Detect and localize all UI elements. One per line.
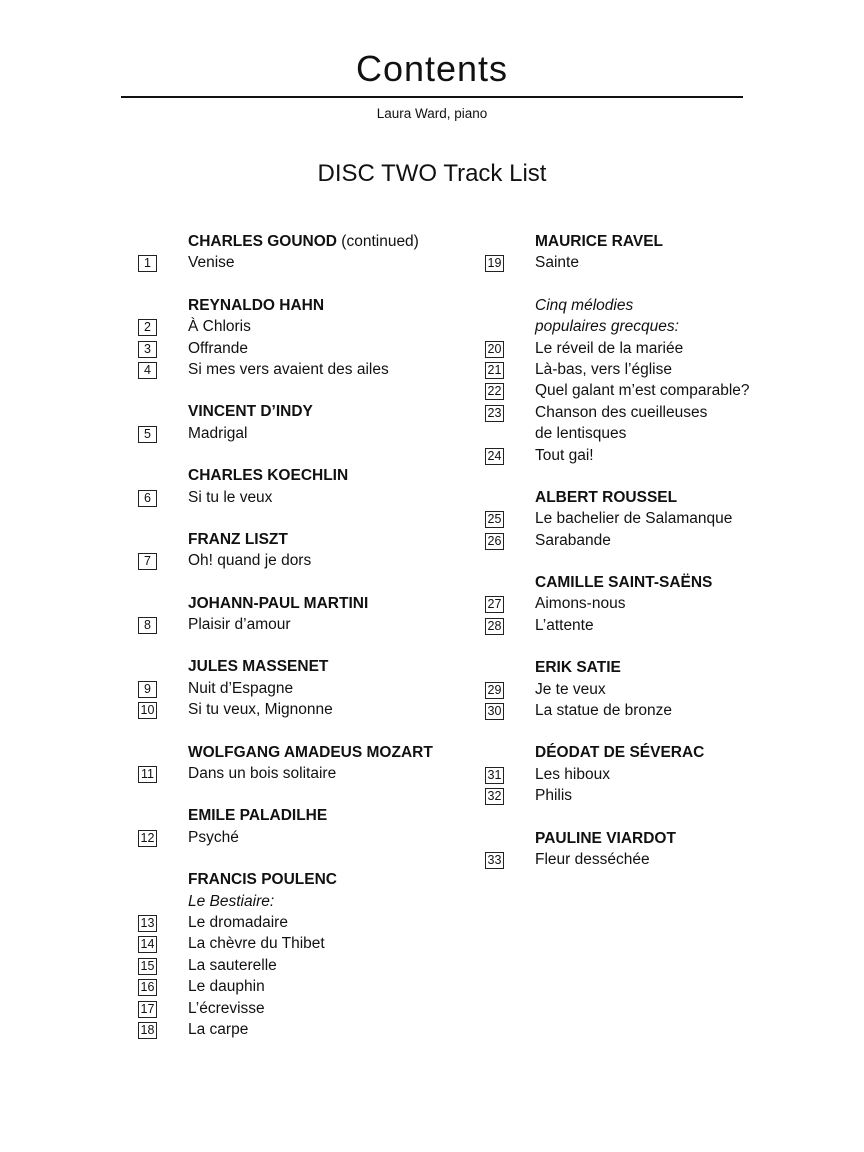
track-row [485,402,815,423]
composer-name: CHARLES KOECHLIN [188,467,349,485]
track-number-box: 20 [485,341,504,358]
track-title: Aimons-nous [535,595,626,613]
composer-group [138,465,468,508]
track-row [138,252,468,273]
track-row [485,593,815,614]
track-title: Plaisir d’amour [188,616,291,634]
track-number-box: 25 [485,511,504,528]
track-row [485,530,815,551]
track-row [138,487,468,508]
track-title: Sainte [535,254,579,272]
page-title: Contents [355,48,509,89]
track-row [485,764,815,785]
composer-heading [138,529,468,550]
composer-heading [138,593,468,614]
composer-group [485,487,815,551]
track-title: Madrigal [188,424,248,442]
composer-group [485,657,815,721]
composer-name: JOHANN-PAUL MARTINI [188,594,369,612]
track-number-box: 22 [485,383,504,400]
composer-group [138,529,468,572]
track-title: Quel galant m’est comparable? [535,382,750,400]
track-row [138,614,468,635]
performer-credit: Laura Ward, piano [376,106,488,121]
track-row [138,423,468,444]
track-number-box: 8 [138,617,157,634]
composer-group [138,401,468,444]
track-row [485,700,815,721]
track-title: Le réveil de la mariée [535,339,684,357]
track-title: Dans un bois solitaire [188,765,337,783]
track-title: Là-bas, vers l’église [535,360,672,378]
track-number-box: 17 [138,1001,157,1018]
track-number-box: 3 [138,341,157,358]
composer-name: FRANCIS POULENC [188,871,337,889]
track-row [485,615,815,636]
track-title: Sarabande [535,531,611,549]
track-number-box: 12 [138,830,157,847]
track-number-box: 23 [485,405,504,422]
composer-name: REYNALDO HAHN [188,296,325,314]
track-row [485,849,815,870]
track-number-box: 7 [138,553,157,570]
track-row [138,763,468,784]
track-number-box: 30 [485,703,504,720]
composer-name: DÉODAT DE SÉVERAC [535,744,705,762]
track-row [138,678,468,699]
composer-group [138,805,468,848]
track-title: Si tu veux, Mignonne [188,701,333,719]
track-row [485,359,815,380]
track-number-box: 4 [138,362,157,379]
track-title: Psyché [188,828,239,846]
track-title: Tout gai! [535,446,594,464]
track-number-box: 32 [485,788,504,805]
composer-heading [138,295,468,316]
composer-heading [138,656,468,677]
composer-name: PAULINE VIARDOT [535,829,676,847]
composer-name: VINCENT D’INDY [188,403,313,421]
tracklist-heading: DISC TWO Track List [317,160,547,187]
track-number-box: 1 [138,255,157,272]
track-number-box: 15 [138,958,157,975]
track-number-box: 16 [138,979,157,996]
track-number-box: 14 [138,936,157,953]
track-number-box: 2 [138,319,157,336]
composer-heading [138,805,468,826]
track-number-box: 29 [485,682,504,699]
track-title: Fleur desséchée [535,850,650,868]
composer-heading [485,828,815,849]
track-title: Le bachelier de Salamanque [535,510,733,528]
track-number-box: 26 [485,533,504,550]
track-number-box: 18 [138,1022,157,1039]
composer-group [485,295,815,466]
composer-group [138,656,468,720]
track-number-box: 10 [138,702,157,719]
composer-heading [485,487,815,508]
composer-group [485,231,815,274]
composer-heading [138,869,468,890]
track-title: Le dauphin [188,978,265,996]
track-row [138,1019,468,1040]
track-title: La carpe [188,1020,249,1038]
composer-name: JULES MASSENET [188,658,329,676]
composer-name: FRANZ LISZT [188,530,288,548]
track-title: Nuit d’Espagne [188,679,294,697]
track-title: L’attente [535,616,594,634]
track-number-box: 24 [485,448,504,465]
track-title: Si tu le veux [188,488,273,506]
track-title: Si mes vers avaient des ailes [188,360,389,378]
track-row [138,827,468,848]
track-title: Chanson des cueilleuses [535,403,708,421]
track-row [138,699,468,720]
track-row [485,508,815,529]
track-number-box: 28 [485,618,504,635]
track-row [485,252,815,273]
track-title: Philis [535,787,573,805]
composer-name: ALBERT ROUSSEL [535,488,678,506]
track-row [485,679,815,700]
tracklist-column-left [138,231,468,1061]
track-title: Offrande [188,339,249,357]
composer-group [138,295,468,381]
track-number-box: 33 [485,852,504,869]
track-title: Les hiboux [535,765,610,783]
track-title: Oh! quand je dors [188,552,312,570]
composer-heading [138,231,468,252]
track-row [138,976,468,997]
composer-name: CHARLES GOUNOD [188,233,337,250]
composer-group [485,742,815,806]
composer-heading [138,401,468,422]
composer-name: ERIK SATIE [535,659,621,677]
track-title: Venise [188,254,235,272]
song-cycle-heading: populaires grecques: [535,318,679,336]
song-cycle-heading: Cinq mélodies [535,296,634,314]
track-row [485,445,815,466]
composer-note: (continued) [341,233,419,250]
track-number-box: 6 [138,490,157,507]
composer-heading [485,572,815,593]
composer-heading [138,742,468,763]
track-title: À Chloris [188,318,251,336]
title-divider [121,96,743,98]
track-title: L’écrevisse [188,999,265,1017]
song-cycle-heading: Le Bestiaire: [188,892,275,910]
track-row [138,998,468,1019]
track-row [485,380,815,401]
composer-name: CAMILLE SAINT-SAËNS [535,574,713,592]
composer-heading [485,231,815,252]
track-number-box: 19 [485,255,504,272]
track-row [138,359,468,380]
track-title: La statue de bronze [535,702,673,720]
composer-group [138,742,468,785]
composer-name: WOLFGANG AMADEUS MOZART [188,743,433,761]
track-title: Je te veux [535,680,606,698]
composer-heading [485,657,815,678]
composer-group [485,572,815,636]
track-title: La chèvre du Thibet [188,935,325,953]
composer-group [138,593,468,636]
track-row [138,550,468,571]
track-row [138,912,468,933]
track-number-box: 21 [485,362,504,379]
track-number-box: 11 [138,766,157,783]
track-title: Le dromadaire [188,913,288,931]
composer-group [138,231,468,274]
track-title-continuation: de lentisques [535,425,627,443]
track-number-box: 27 [485,596,504,613]
track-row [138,316,468,337]
track-row [138,955,468,976]
composer-name: MAURICE RAVEL [535,233,664,250]
track-row [485,338,815,359]
track-row [138,933,468,954]
composer-group [485,828,815,871]
composer-name: EMILE PALADILHE [188,807,328,825]
tracklist-column-right [485,231,815,891]
track-row [485,785,815,806]
track-number-box: 31 [485,767,504,784]
composer-heading [138,465,468,486]
track-row [138,338,468,359]
track-number-box: 13 [138,915,157,932]
track-number-box: 5 [138,426,157,443]
track-number-box: 9 [138,681,157,698]
track-title: La sauterelle [188,956,277,974]
composer-group [138,869,468,1040]
composer-heading [485,742,815,763]
